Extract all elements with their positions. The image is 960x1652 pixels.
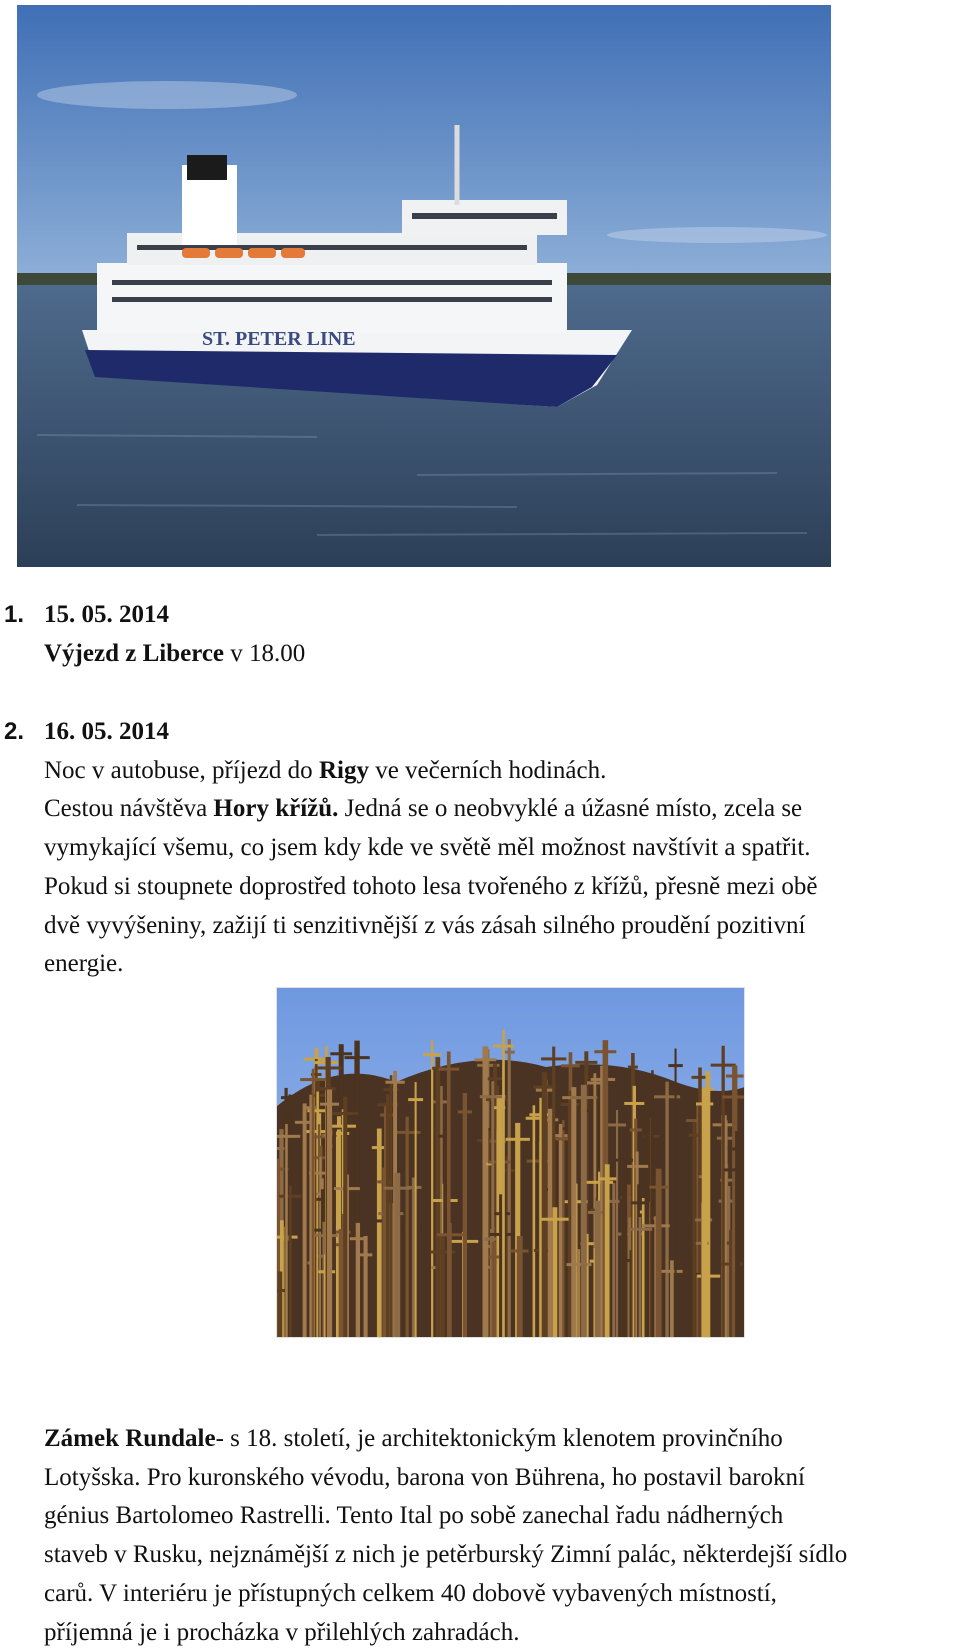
text-line xyxy=(44,945,960,984)
text-run: v 18.00 xyxy=(224,639,306,667)
hill-of-crosses-photo xyxy=(276,987,745,1338)
bold-text: Zámek Rundale xyxy=(44,1425,216,1452)
text-line xyxy=(44,1575,960,1614)
text-run: - s 18. století, je architektonickým klenotem provinčního xyxy=(215,1425,783,1452)
text-run: dvě vyvýšeniny, zažijí ti senzitivnější z vás zásah silného proudění pozitivní xyxy=(44,911,806,939)
ferry-illustration xyxy=(17,5,831,567)
bold-text: Výjezd z Liberce xyxy=(44,639,225,667)
ferry-logo-text: ST. PETER LINE xyxy=(202,328,356,350)
text-line xyxy=(44,1536,960,1575)
text-run: Noc v autobuse, příjezd do xyxy=(44,756,319,784)
text-run: Cestou návštěva xyxy=(44,795,214,823)
bold-text: Hory křížů. xyxy=(213,795,339,823)
text-run: Jedná se o neobvyklé a úžasné místo, zcela se xyxy=(338,795,803,823)
text-run: Pokud si stoupnete doprostřed tohoto lesa tvořeného z křížů, přesně mezi obě xyxy=(44,872,818,900)
text-run: příjemná je i procházka v přilehlých zahradách. xyxy=(44,1618,520,1646)
text-run: génius Bartolomeo Rastrelli. Tento Ital po sobě zanechal řadu nádherných xyxy=(44,1502,784,1530)
text-line xyxy=(44,790,960,829)
text-line xyxy=(44,635,960,674)
text-line xyxy=(44,868,960,907)
text-run: ve večerních hodinách. xyxy=(368,756,607,784)
text-run: staveb v Rusku, nejznámější z nich je petěrburský Zimní palác, některdejší sídlo xyxy=(44,1541,848,1569)
rundale-text xyxy=(44,1420,960,1652)
day-date: 15. 05. 2014 xyxy=(44,601,169,628)
rundale-paragraph xyxy=(44,1420,960,1652)
day-paragraph xyxy=(44,635,960,674)
text-run: carů. V interiéru je přístupných celkem 40 dobově vybavených místností, xyxy=(44,1579,777,1607)
text-line xyxy=(44,1420,960,1459)
day-text xyxy=(44,596,960,673)
ferry-photo xyxy=(17,5,831,567)
text-line xyxy=(44,1614,960,1652)
day-paragraph xyxy=(44,752,960,984)
text-line xyxy=(44,752,960,791)
text-line xyxy=(44,907,960,946)
crosses-illustration xyxy=(276,987,745,1338)
text-line xyxy=(44,1497,960,1536)
day-text xyxy=(44,713,960,984)
day-number: 1. xyxy=(4,601,25,628)
text-run: energie. xyxy=(44,950,124,978)
text-run: Lotyšska. Pro kuronského vévodu, barona von Bührena, ho postavil barokní xyxy=(44,1463,805,1491)
text-line xyxy=(44,1459,960,1498)
bold-text: Rigy xyxy=(318,756,369,784)
text-run: vymykající všemu, co jsem kdy kde ve světě měl možnost navštívit a spatřit. xyxy=(44,834,811,862)
day-number: 2. xyxy=(4,718,25,745)
day-date: 16. 05. 2014 xyxy=(44,718,169,745)
text-line xyxy=(44,829,960,868)
